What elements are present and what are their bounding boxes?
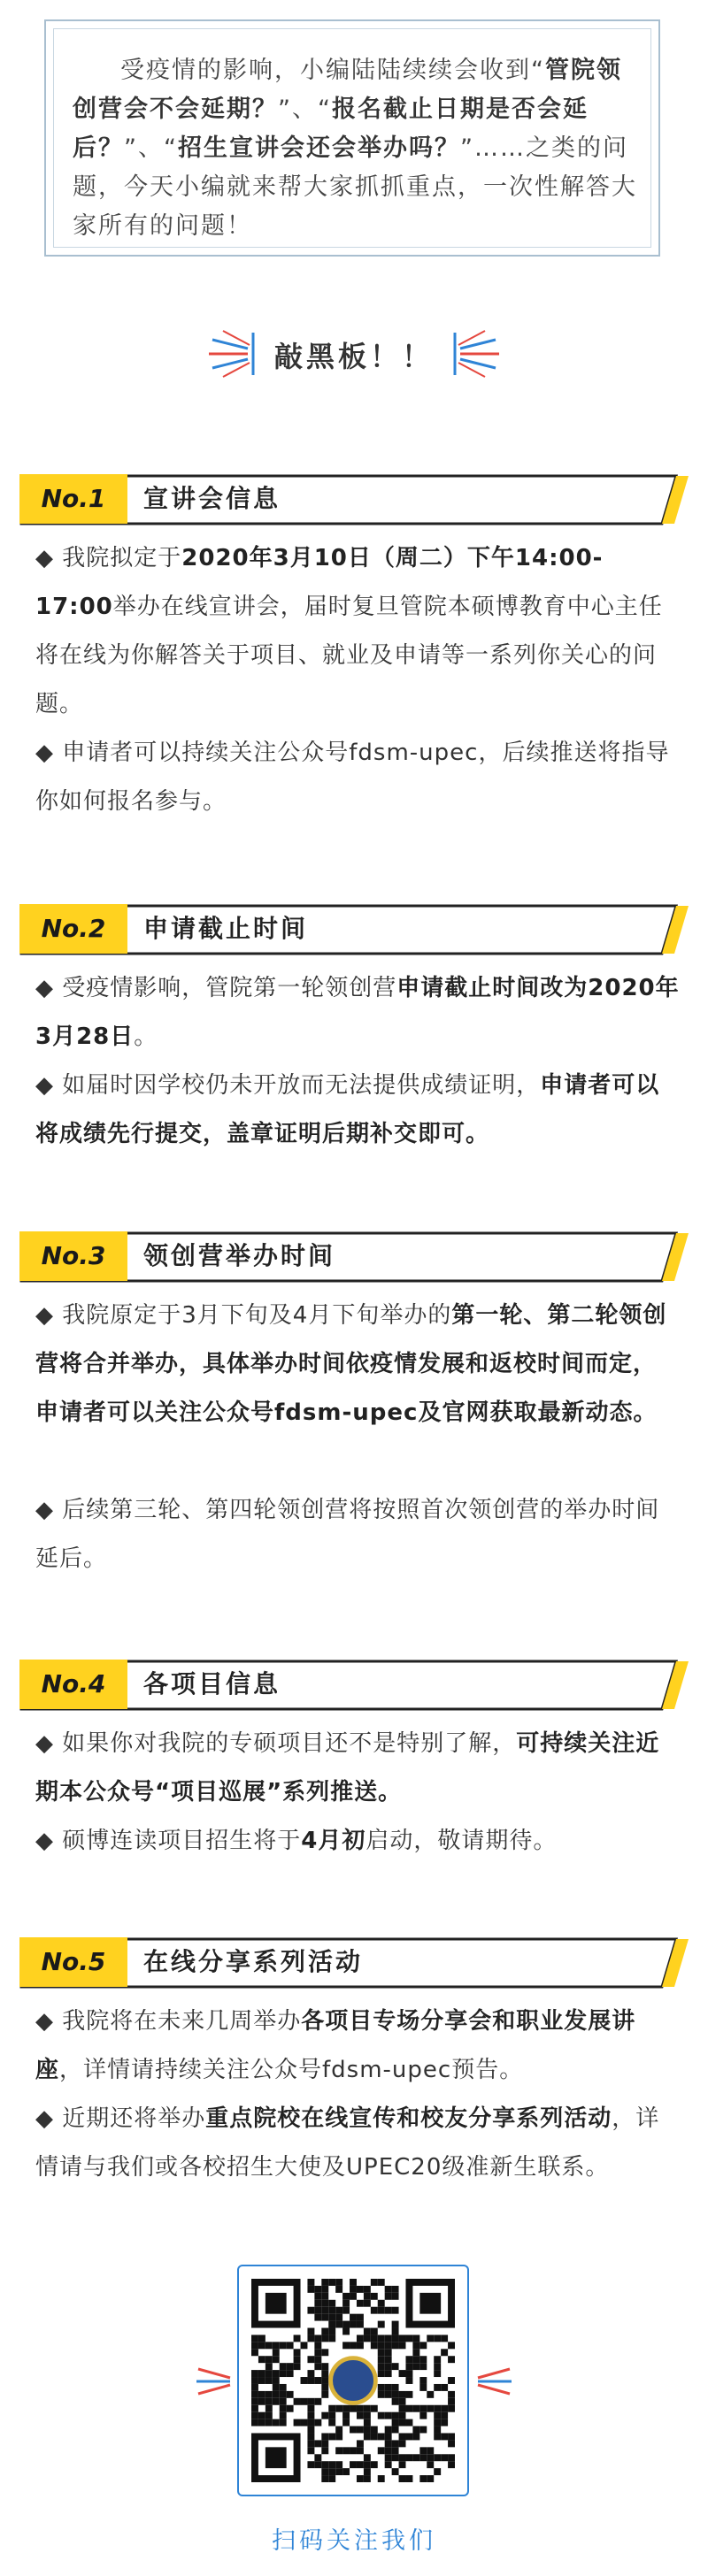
bold-text: 申请截止时间改为2020年3月28日 — [35, 975, 680, 1050]
section-paragraph — [35, 534, 680, 729]
bold-text: 报名截止日期是否会延后？ — [73, 96, 589, 162]
section-paragraph — [35, 2095, 680, 2192]
section-title: 申请截止时间 — [143, 914, 309, 943]
banner-title: 敲黑板！！ — [273, 340, 434, 373]
text-run: ，详情请与我们或各校招生大使及UPEC20级准新生联系。 — [35, 2105, 660, 2181]
section-paragraph — [35, 1817, 680, 1866]
section-title: 在线分享系列活动 — [143, 1947, 364, 1976]
text-run: ◆ 如果你对我院的专硕项目还不是特别了解， — [35, 1730, 517, 1757]
text-run: ◆ 受疫情影响，管院第一轮领创营 — [35, 975, 397, 1001]
bold-text: 各项目专场分享会和职业发展讲座 — [35, 2008, 636, 2083]
bold-text: 4月初 — [301, 1828, 366, 1854]
text-run: ”……之类的问题，今天小编就来帮大家抓抓重点，一次性解答大家所有的问题！ — [73, 134, 637, 240]
section-paragraph — [35, 1720, 680, 1817]
section-header — [19, 904, 689, 957]
right-burst-icon — [474, 2362, 513, 2401]
section-number: No.3 — [19, 1231, 127, 1281]
section-header — [19, 1660, 689, 1713]
section-paragraph — [35, 964, 680, 1062]
section-number: No.2 — [19, 904, 127, 954]
right-burst-icon — [451, 327, 504, 380]
text-run: 启动，敬请期待。 — [366, 1828, 558, 1854]
text-run: ◆ 我院拟定于 — [35, 545, 182, 571]
intro-paragraph — [73, 51, 639, 246]
bold-text: 重点院校在线宣传和校友分享系列活动 — [205, 2105, 612, 2132]
text-run: ◆ 我院将在未来几周举办 — [35, 2008, 302, 2035]
section-paragraph — [35, 729, 680, 826]
bold-text: 第一轮、第二轮领创营将合并举办，具体举办时间依疫情发展和返校时间而定，申请者可以关注公众号fdsm-upec及官网获取最新动态。 — [35, 1302, 667, 1426]
text-run: ◆ 后续第三轮、第四轮领创营将按照首次领创营的举办时间延后。 — [35, 1497, 660, 1572]
text-run: ◆ 我院原定于3月下旬及4月下旬举办的 — [35, 1302, 452, 1329]
text-run: 举办在线宣讲会，届时复旦管院本硕博教育中心主任将在线为你解答关于项目、就业及申请等一系列你关心的问题。 — [35, 594, 663, 717]
section-paragraph — [35, 1486, 680, 1583]
section-number: No.4 — [19, 1660, 127, 1709]
text-run: 。 — [134, 1024, 158, 1050]
text-run: ◆ 申请者可以持续关注公众号fdsm-upec，后续推送将指导你如何报名参与。 — [35, 740, 670, 815]
section-paragraph — [35, 1292, 680, 1438]
qr-area — [0, 2265, 708, 2565]
section-title: 领创营举办时间 — [143, 1241, 336, 1270]
text-run: ◆ 近期还将举办 — [35, 2105, 206, 2132]
text-run: ◆ 如届时因学校仍未开放而无法提供成绩证明， — [35, 1072, 541, 1099]
bold-text: 2020年3月10日（周二）下午14:00-17:00 — [35, 545, 604, 620]
section-header — [19, 1937, 689, 1990]
section-paragraph — [35, 1997, 680, 2095]
qr-code-icon[interactable] — [251, 2279, 455, 2482]
section-title: 各项目信息 — [143, 1669, 281, 1698]
text-run: ”、“ — [124, 134, 178, 162]
section-header — [19, 474, 689, 527]
qr-code-frame — [237, 2265, 469, 2496]
section-header — [19, 1231, 689, 1284]
bold-text: 可持续关注近期本公众号“项目巡展”系列推送。 — [35, 1730, 660, 1806]
bold-text: 招生宣讲会还会举办吗？ — [177, 134, 460, 162]
bold-text: 管院领创营会不会延期？ — [73, 57, 622, 123]
text-run: ◆ 硕博连读项目招生将于 — [35, 1828, 302, 1854]
section-paragraph — [35, 1062, 680, 1159]
section-number: No.1 — [19, 474, 127, 524]
section-title: 宣讲会信息 — [143, 484, 281, 513]
section-number: No.5 — [19, 1937, 127, 1987]
qr-caption[interactable]: 扫码关注我们 — [272, 2527, 436, 2555]
bold-text: 申请者可以将成绩先行提交，盖章证明后期补交即可。 — [35, 1072, 660, 1147]
text-run: 受疫情的影响，小编陆陆续续会收到“ — [120, 57, 545, 84]
left-burst-icon — [195, 2362, 234, 2401]
banner — [0, 327, 708, 380]
text-run: ”、“ — [278, 96, 332, 123]
text-run: ，详情请持续关注公众号fdsm-upec预告。 — [59, 2057, 524, 2083]
